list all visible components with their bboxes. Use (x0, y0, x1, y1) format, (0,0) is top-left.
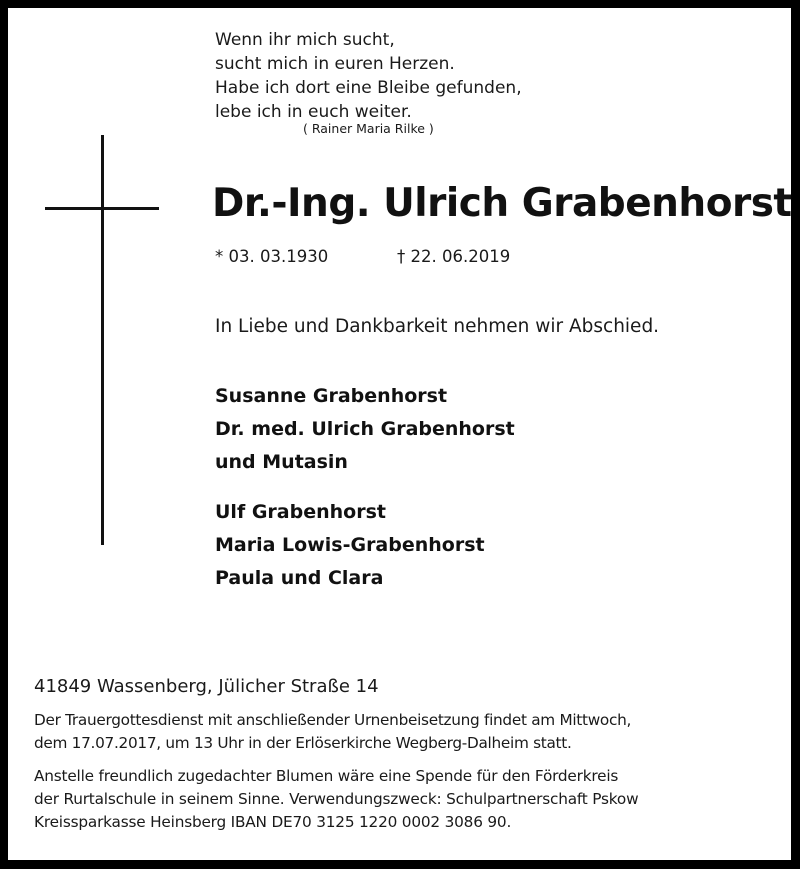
donation-info (34, 765, 638, 834)
donation-line: Kreissparkasse Heinsberg IBAN DE70 3125 1220 0002 3086 90. (34, 813, 512, 831)
donation-line: Anstelle freundlich zugedachter Blumen wäre eine Spende für den Förderkreis (34, 767, 619, 785)
poem-line: lebe ich in euch weiter. (215, 102, 412, 122)
mourner-name: Maria Lowis-Grabenhorst (215, 534, 485, 556)
mourner-name: Susanne Grabenhorst (215, 385, 448, 407)
service-line: dem 17.07.2017, um 13 Uhr in der Erlöserkirche Wegberg-Dalheim statt. (34, 734, 572, 752)
address: 41849 Wassenberg, Jülicher Straße 14 (34, 676, 379, 697)
cross-vertical-bar (101, 135, 104, 545)
deceased-name: Dr.-Ing. Ulrich Grabenhorst (212, 181, 792, 226)
poem-line: Wenn ihr mich sucht, (215, 30, 395, 50)
birth-date: * 03. 03.1930 (215, 247, 329, 266)
farewell-text: In Liebe und Dankbarkeit nehmen wir Abschied. (215, 316, 660, 337)
mourner-name: Paula und Clara (215, 567, 384, 589)
mourner-name: und Mutasin (215, 451, 348, 473)
mourners-group-1 (215, 380, 515, 479)
mourner-name: Dr. med. Ulrich Grabenhorst (215, 418, 515, 440)
poem-line: Habe ich dort eine Bleibe gefunden, (215, 78, 522, 98)
death-date: † 22. 06.2019 (397, 247, 511, 266)
mourner-name: Ulf Grabenhorst (215, 501, 386, 523)
service-info (34, 709, 631, 755)
cross-horizontal-bar (45, 207, 159, 210)
donation-line: der Rurtalschule in seinem Sinne. Verwendungszweck: Schulpartnerschaft Pskow (34, 790, 639, 808)
poem (215, 28, 522, 124)
service-line: Der Trauergottesdienst mit anschließender Urnenbeisetzung findet am Mittwoch, (34, 711, 632, 729)
poem-author: ( Rainer Maria Rilke ) (303, 121, 434, 136)
poem-line: sucht mich in euren Herzen. (215, 54, 455, 74)
mourners-group-2 (215, 496, 485, 595)
